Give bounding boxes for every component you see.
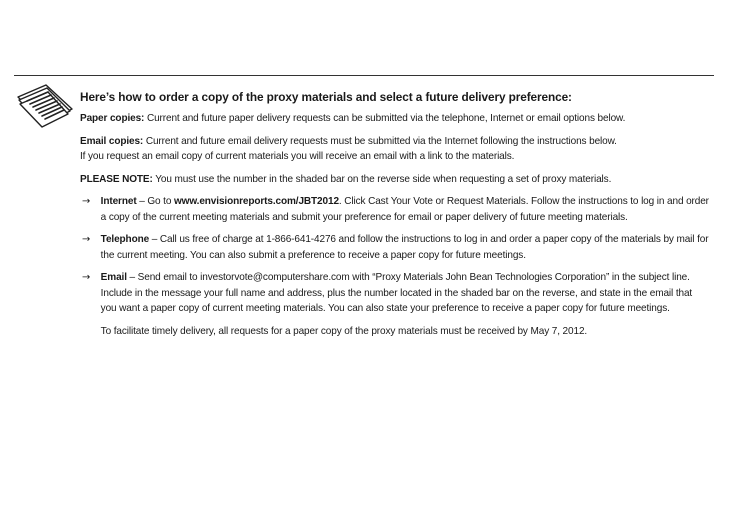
internet-label: Internet bbox=[100, 196, 137, 207]
telephone-option bbox=[80, 232, 710, 263]
proxy-materials-instructions bbox=[80, 89, 710, 339]
internet-dash: – Go to bbox=[136, 196, 174, 207]
internet-option bbox=[80, 194, 710, 225]
email-copies-text: Current and future email delivery requests must be submitted via the Internet following the instructions below. bbox=[143, 135, 617, 147]
internet-text: . Click Cast Your Vote or Request Materials. Follow the instructions to log in and order a copy of the current meeting materials and submit your preference for email or paper delivery of future meeting materials. bbox=[100, 196, 709, 223]
telephone-label: Telephone bbox=[100, 234, 150, 245]
email-copies-paragraph bbox=[80, 134, 710, 165]
arrow-right-icon: → bbox=[81, 272, 91, 283]
email-text: – Send email to investorvote@computershare.com with “Proxy Materials John Bean Technologies Corporation” in the subject line. Include in the message your full name and address, plus the number located in the shaded bar on the reverse, and state in the email that you want a paper copy of current meeting materials. You can also state your preference to receive a paper copy for future meetings. bbox=[100, 272, 693, 314]
horizontal-divider bbox=[14, 75, 714, 76]
delivery-deadline-note: To facilitate timely delivery, all requests for a paper copy of the proxy materials must be received by May 7, 2012. bbox=[100, 325, 588, 337]
paper-copies-text: Current and future paper delivery requests can be submitted via the telephone, Internet or email options below. bbox=[144, 113, 626, 124]
arrow-right-icon: → bbox=[81, 196, 91, 207]
email-copies-line2: If you request an email copy of current materials you will receive an email with a link to the materials. bbox=[80, 151, 515, 162]
paper-copies-label: Paper copies: bbox=[80, 113, 145, 124]
paper-copies-paragraph bbox=[80, 111, 710, 127]
please-note-label: PLEASE NOTE: bbox=[80, 173, 153, 185]
email-option bbox=[80, 270, 710, 317]
stacked-documents-icon bbox=[16, 83, 74, 129]
instructions-heading: Here’s how to order a copy of the proxy materials and select a future delivery preference: bbox=[80, 90, 572, 104]
email-copies-label: Email copies: bbox=[80, 135, 144, 147]
please-note-paragraph bbox=[80, 172, 710, 188]
arrow-right-icon: → bbox=[81, 234, 91, 245]
internet-url-link[interactable]: www.envisionreports.com/JBT2012 bbox=[173, 196, 339, 207]
email-label: Email bbox=[100, 272, 127, 283]
please-note-text: You must use the number in the shaded bar on the reverse side when requesting a set of proxy materials. bbox=[152, 173, 612, 185]
telephone-text: – Call us free of charge at 1-866-641-4276 and follow the instructions to log in and order a paper copy of the materials by mail for the current meeting. You can also submit a preference to receive a paper copy for future meetings. bbox=[100, 234, 709, 261]
